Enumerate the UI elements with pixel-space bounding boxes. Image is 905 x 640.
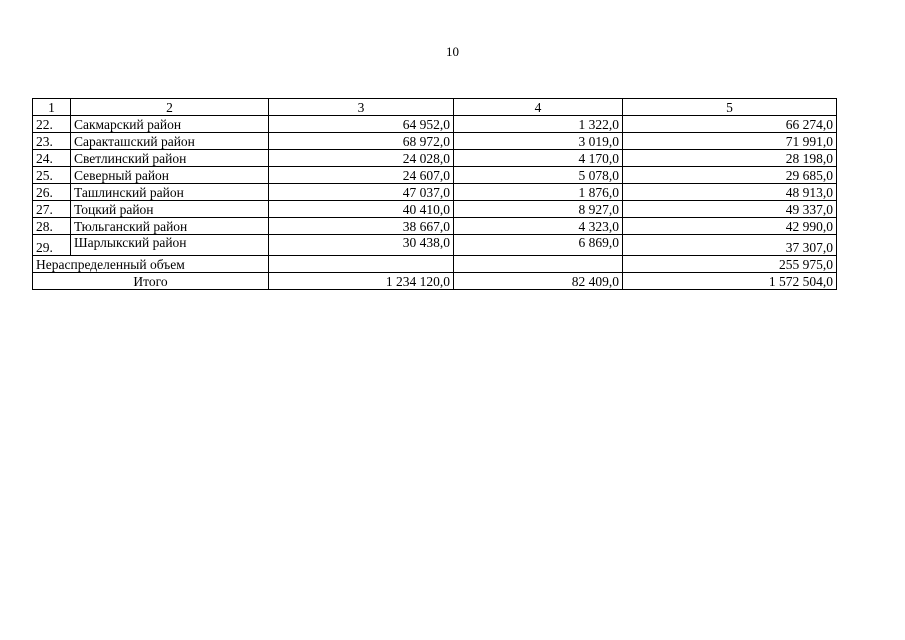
row-col5: 49 337,0 <box>623 201 837 218</box>
row-col5: 71 991,0 <box>623 133 837 150</box>
data-table <box>32 98 837 290</box>
row-index: 24. <box>33 150 71 167</box>
unallocated-label: Нераспределенный объем <box>33 256 269 273</box>
row-col5: 28 198,0 <box>623 150 837 167</box>
row-col5: 48 913,0 <box>623 184 837 201</box>
header-cell-5: 5 <box>623 99 837 116</box>
row-col3: 64 952,0 <box>269 116 454 133</box>
row-district: Шарлыкский район <box>71 235 269 256</box>
header-cell-1: 1 <box>33 99 71 116</box>
row-col4: 4 170,0 <box>454 150 623 167</box>
total-col5: 1 572 504,0 <box>623 273 837 290</box>
row-index: 29. <box>33 235 71 256</box>
table-row <box>33 133 837 150</box>
row-col4: 4 323,0 <box>454 218 623 235</box>
header-row <box>33 99 837 116</box>
table-row <box>33 150 837 167</box>
header-cell-4: 4 <box>454 99 623 116</box>
row-index: 25. <box>33 167 71 184</box>
header-cell-2: 2 <box>71 99 269 116</box>
table-row <box>33 184 837 201</box>
total-label: Итого <box>33 273 269 290</box>
row-index: 26. <box>33 184 71 201</box>
row-district: Тюльганский район <box>71 218 269 235</box>
row-col4: 1 322,0 <box>454 116 623 133</box>
row-index: 27. <box>33 201 71 218</box>
total-col4: 82 409,0 <box>454 273 623 290</box>
row-col5: 37 307,0 <box>623 235 837 256</box>
row-col5: 29 685,0 <box>623 167 837 184</box>
row-index: 23. <box>33 133 71 150</box>
row-col4: 6 869,0 <box>454 235 623 256</box>
row-col3: 68 972,0 <box>269 133 454 150</box>
row-district: Сакмарский район <box>71 116 269 133</box>
row-col3: 38 667,0 <box>269 218 454 235</box>
row-col4: 3 019,0 <box>454 133 623 150</box>
total-row <box>33 273 837 290</box>
table-row <box>33 235 837 256</box>
row-col4: 8 927,0 <box>454 201 623 218</box>
unallocated-col5: 255 975,0 <box>623 256 837 273</box>
page-number: 10 <box>446 44 459 59</box>
row-col4: 1 876,0 <box>454 184 623 201</box>
table-row <box>33 116 837 133</box>
row-col3: 30 438,0 <box>269 235 454 256</box>
unallocated-row <box>33 256 837 273</box>
table-row <box>33 201 837 218</box>
table-row <box>33 167 837 184</box>
row-district: Северный район <box>71 167 269 184</box>
row-col5: 66 274,0 <box>623 116 837 133</box>
row-district: Тоцкий район <box>71 201 269 218</box>
row-col3: 47 037,0 <box>269 184 454 201</box>
row-col3: 40 410,0 <box>269 201 454 218</box>
unallocated-col3 <box>269 256 454 273</box>
unallocated-col4 <box>454 256 623 273</box>
row-col4: 5 078,0 <box>454 167 623 184</box>
row-district: Светлинский район <box>71 150 269 167</box>
total-col3: 1 234 120,0 <box>269 273 454 290</box>
table-row <box>33 218 837 235</box>
row-col3: 24 028,0 <box>269 150 454 167</box>
row-district: Саракташский район <box>71 133 269 150</box>
row-index: 28. <box>33 218 71 235</box>
header-cell-3: 3 <box>269 99 454 116</box>
row-district: Ташлинский район <box>71 184 269 201</box>
row-col3: 24 607,0 <box>269 167 454 184</box>
row-col5: 42 990,0 <box>623 218 837 235</box>
row-index: 22. <box>33 116 71 133</box>
